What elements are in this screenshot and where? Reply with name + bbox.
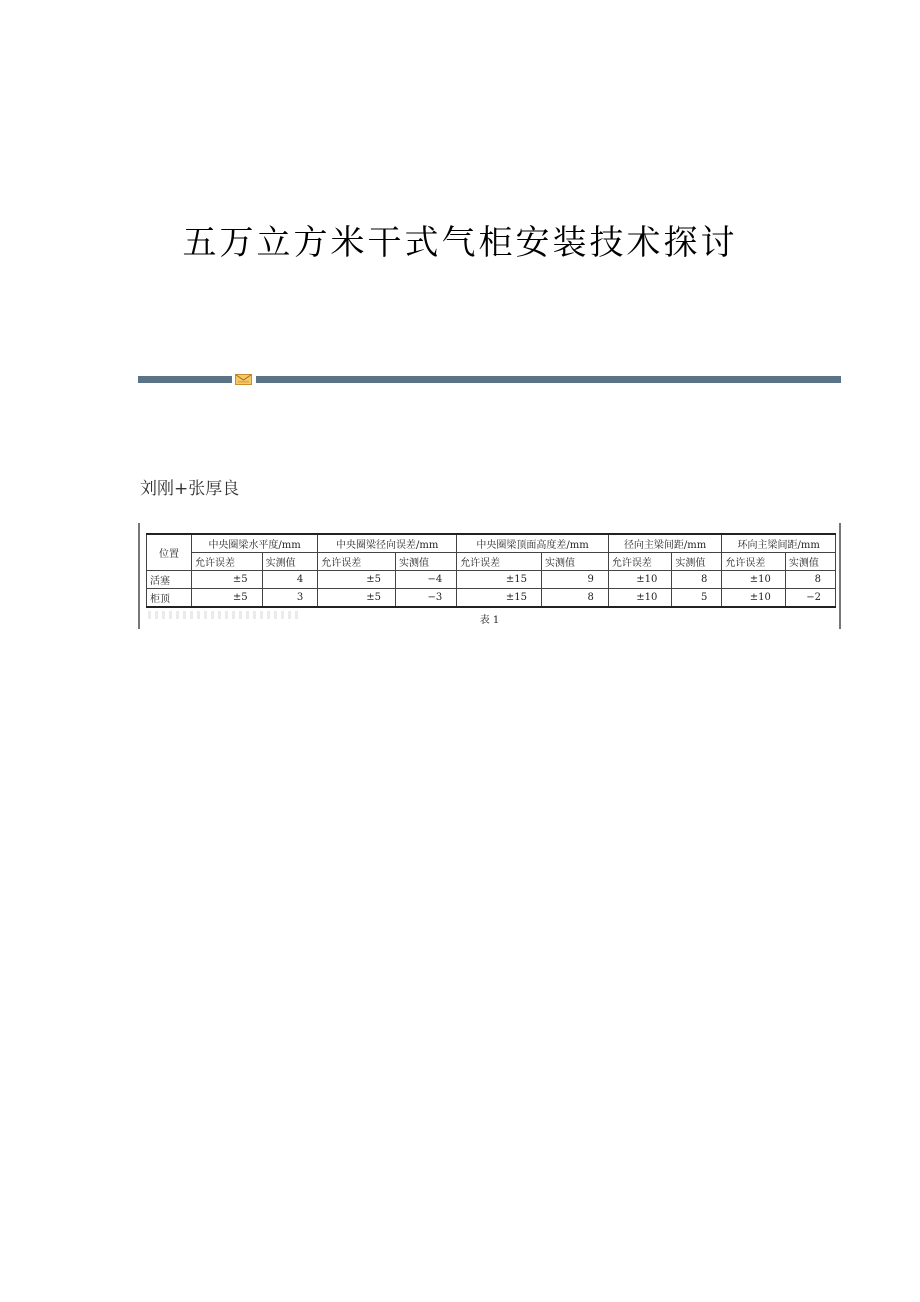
table-cell: 4 — [262, 571, 318, 589]
divider-bar-left — [138, 376, 232, 383]
row-label: 柜顶 — [147, 589, 192, 608]
table-cell: ±5 — [318, 571, 396, 589]
row-label: 活塞 — [147, 571, 192, 589]
subheader-allowed: 允许误差 — [722, 553, 786, 571]
position-header: 位置 — [147, 534, 192, 571]
subheader-allowed: 允许误差 — [608, 553, 672, 571]
table-cell: −4 — [395, 571, 456, 589]
table-cell: 5 — [672, 589, 722, 608]
table-cell: 8 — [542, 589, 609, 608]
table-row — [147, 589, 836, 608]
table-cell: 3 — [262, 589, 318, 608]
table-cell: ±10 — [608, 589, 672, 608]
table-cell: ±15 — [457, 571, 542, 589]
table-cell: 8 — [785, 571, 835, 589]
subheader-allowed: 允许误差 — [318, 553, 396, 571]
table-cell: ±10 — [608, 571, 672, 589]
group-header: 中央圈梁径向误差/mm — [318, 534, 457, 553]
subheader-measured: 实测值 — [785, 553, 835, 571]
measurement-table — [146, 533, 836, 608]
subheader-measured: 实测值 — [672, 553, 722, 571]
table-cell: 8 — [672, 571, 722, 589]
group-header: 中央圈梁顶面高度差/mm — [457, 534, 609, 553]
table-cell: −3 — [395, 589, 456, 608]
table-cell: ±15 — [457, 589, 542, 608]
divider-bar-right — [256, 376, 841, 383]
table-cell: ±10 — [722, 589, 786, 608]
subheader-allowed: 允许误差 — [192, 553, 263, 571]
section-divider — [138, 374, 841, 384]
table-cell: ±5 — [192, 589, 263, 608]
table-row — [147, 571, 836, 589]
table-figure — [138, 523, 841, 629]
group-header: 径向主梁间距/mm — [608, 534, 722, 553]
group-header: 环向主梁间距/mm — [722, 534, 836, 553]
subheader-measured: 实测值 — [542, 553, 609, 571]
table-header-row — [147, 534, 836, 553]
subheader-measured: 实测值 — [395, 553, 456, 571]
table-cell: 9 — [542, 571, 609, 589]
table-cell: ±5 — [192, 571, 263, 589]
table-cell: −2 — [785, 589, 835, 608]
table-caption: 表 1 — [479, 615, 500, 626]
group-header: 中央圈梁水平度/mm — [192, 534, 318, 553]
envelope-icon — [235, 374, 252, 385]
subheader-measured: 实测值 — [262, 553, 318, 571]
table-cell: ±10 — [722, 571, 786, 589]
subheader-allowed: 允许误差 — [457, 553, 542, 571]
table-cell: ±5 — [318, 589, 396, 608]
author-line: 刘刚+张厚良 — [140, 479, 240, 499]
table-subheader-row — [147, 553, 836, 571]
document-title: 五万立方米干式气柜安装技术探讨 — [182, 223, 738, 263]
